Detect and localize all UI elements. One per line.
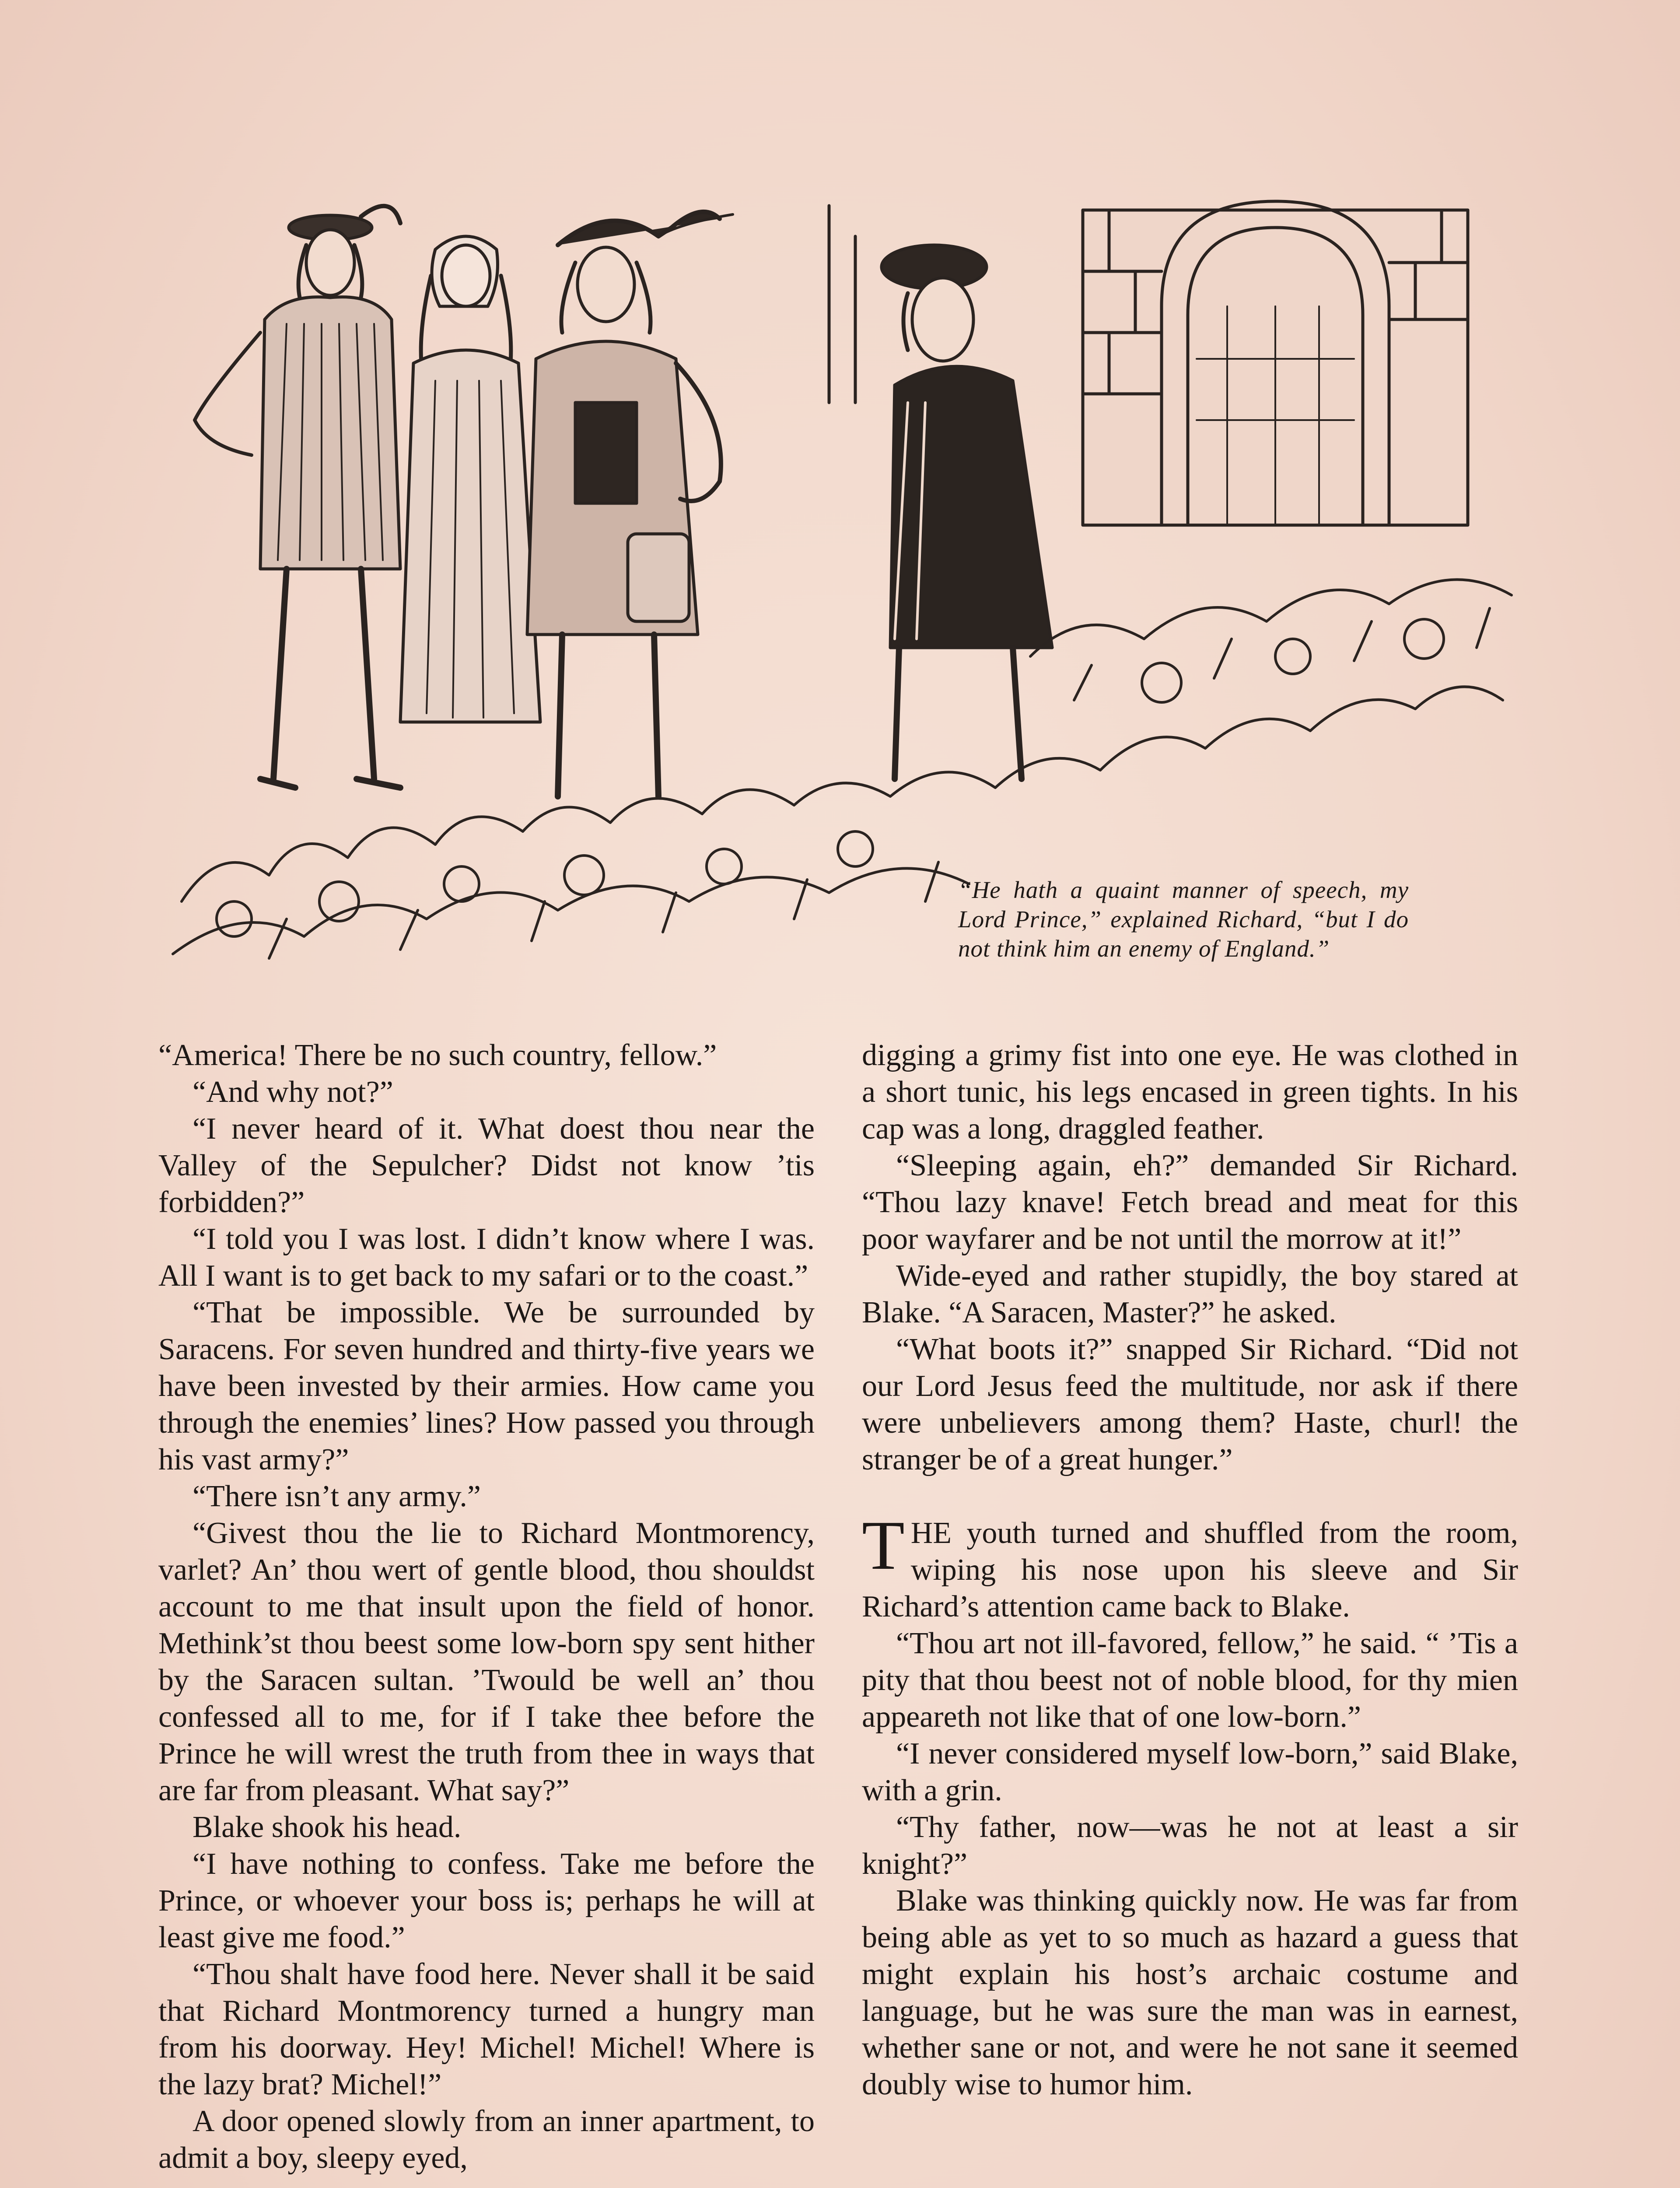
drop-cap: T (862, 1506, 905, 1584)
figure-richard (527, 212, 733, 796)
castle-arch (1083, 201, 1468, 525)
section-opening-text: HE youth turned and shuffled from the room, wiping his nose upon his sleeve and Sir Richard’s attention came back to Blake. (862, 1516, 1518, 1623)
section-opening-paragraph (862, 1506, 1518, 1625)
continued-paragraph: digging a grimy fist into one eye. He was clothed in a short tunic, his legs encased in green tights. In his cap was a long, draggled feather. (862, 1038, 1518, 1146)
paragraph: “America! There be no such country, fellow.” (158, 1038, 717, 1072)
paragraph: “What boots it?” snapped Sir Richard. “Did not our Lord Jesus feed the multitude, nor ask if there were unbelievers among them? Haste, churl! the stranger be of a great hunger.” (862, 1332, 1518, 1476)
paragraph: Blake was thinking quickly now. He was far from being able as yet to so much as hazard a guess that might explain his host’s archaic costume and language, but he was sure the man was in earnest, whether sane or not, and were he not sane it seemed doubly wise to humor him. (862, 1884, 1518, 2101)
paragraph: “Givest thou the lie to Richard Montmorency, varlet? An’ thou wert of gentle blood, thou shouldst account to me that insult upon the field of honor. Methink’st thou beest some low-born spy sent hither by the Saracen sultan. ’Twould be well an’ thou confessed all to me, for if I take thee before the Prince he will wrest the truth from thee in ways that are far from pleasant. What say?” (158, 1516, 815, 1807)
paragraph: Wide-eyed and rather stupidly, the boy stared at Blake. “A Saracen, Master?” he asked. (862, 1259, 1518, 1329)
figure-lady (400, 236, 540, 722)
paragraph: Blake shook his head. (192, 1810, 462, 1844)
background-post (829, 206, 855, 403)
paragraph: A door opened slowly from an inner apartment, to admit a boy, sleepy eyed, (158, 2104, 815, 2175)
paragraph: “Thy father, now—was he not at least a sir knight?” (862, 1810, 1518, 1881)
left-text-column (158, 1037, 815, 2177)
illustration-caption: “He hath a quaint manner of speech, my Lord Prince,” explained Richard, “but I do not think him an enemy of England.” (958, 877, 1409, 962)
illustration-drawing (155, 175, 1533, 976)
right-text-column (862, 1037, 1518, 2103)
paragraph: “And why not?” (192, 1075, 393, 1109)
paragraph: “I told you I was lost. I didn’t know where I was. All I want is to get back to my safari or to the coast.” (158, 1222, 815, 1293)
paragraph: “That be impossible. We be surrounded by Saracens. For seven hundred and thirty-five years we have been invested by their armies. How came you through the enemies’ lines? How passed you through his vast army?” (158, 1296, 815, 1476)
figure-blake (882, 245, 1052, 779)
paragraph: “Thou shalt have food here. Never shall it be said that Richard Montmorency turned a hungry man from his doorway. Hey! Michel! Michel! Where is the lazy brat? Michel!” (158, 1957, 815, 2101)
story-illustration (155, 175, 1533, 976)
paragraph: “Sleeping again, eh?” demanded Sir Richard. “Thou lazy knave! Fetch bread and meat for this poor wayfarer and be not until the morrow at it!” (862, 1149, 1518, 1256)
paragraph: “I have nothing to confess. Take me before the Prince, or whoever your boss is; perhaps he will at least give me food.” (158, 1847, 815, 1954)
paragraph: “I never considered myself low-born,” said Blake, with a grin. (862, 1737, 1518, 1807)
paragraph: “Thou art not ill-favored, fellow,” he said. “ ’Tis a pity that thou beest not of noble blood, for thy mien appeareth not like that of one low-born.” (862, 1627, 1518, 1734)
figure-nobleman-left (195, 206, 400, 788)
paragraph: “I never heard of it. What doest thou near the Valley of the Sepulcher? Didst not know ’tis forbidden?” (158, 1112, 815, 1219)
paragraph: “There isn’t any army.” (192, 1480, 481, 1513)
